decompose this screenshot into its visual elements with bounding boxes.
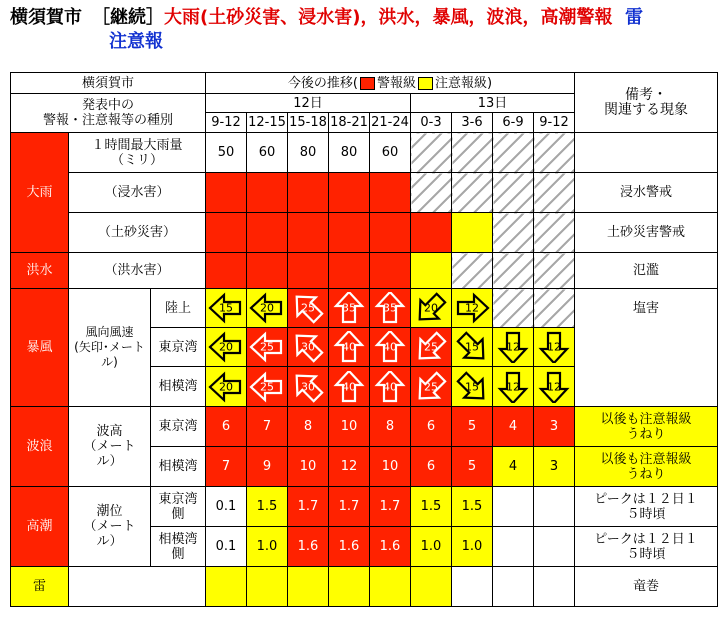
wind-arrow-icon [331,331,367,363]
wind-cell-tokyo [206,328,247,367]
warning-cell [247,173,288,213]
legend-warning-swatch [360,77,375,90]
tide-value: 1.6 [329,527,370,567]
wind-label: 風向風速 (矢印･メート ル) [69,289,151,407]
legend-advisory-label: 注意報級) [435,75,493,91]
legend-advisory-swatch [418,77,433,90]
tide-value: 1.6 [288,527,329,567]
wind-speed-label: 12 [547,380,561,393]
wind-arrow-icon [249,371,285,403]
warning-cell [247,213,288,253]
tide-note-sagami: ピークは１２日１ ５時頃 [575,527,718,567]
landslide-note: 土砂災害警戒 [575,213,718,253]
advisory-cell [288,567,329,607]
wind-cell-sagami [452,367,493,407]
tide-value: 0.1 [206,527,247,567]
wind-speed-label: 25 [424,380,438,393]
wind-cell-sagami [493,367,534,407]
wind-row-sagami: 相模湾 [151,367,206,407]
advisory-cell [370,567,411,607]
empty-cell [452,567,493,607]
day-12: 12日 [206,94,411,113]
tide-value: 1.0 [247,527,288,567]
tide-value: 1.5 [411,487,452,527]
rain-max-label: １時間最大雨量 （ミリ） [69,133,206,173]
wave-value: 5 [452,447,493,487]
wind-arrow-icon [495,331,531,363]
wave-value: 3 [534,407,575,447]
wind-cell-sagami [288,367,329,407]
wind-speed-label: 15 [219,301,233,315]
table-city: 横須賀市 [11,73,206,94]
wave-value: 8 [370,407,411,447]
tide-row-sagami: 相模湾 側 [151,527,206,567]
wind-speed-label: 15 [465,340,479,354]
wind-arrow-icon [536,371,572,403]
tide-value: 1.6 [370,527,411,567]
wind-speed-label: 40 [383,340,397,354]
trend-title-cell [206,73,575,94]
time-slot: 21-24 [370,113,411,133]
rain-value: 50 [206,133,247,173]
tide-value: 1.0 [411,527,452,567]
active-label: 発表中の 警報・注意報等の種別 [11,94,206,133]
wind-speed-label: 40 [342,380,356,393]
wind-arrow-icon [372,292,408,324]
wind-row-land: 陸上 [151,289,206,328]
time-slot: 9-12 [206,113,247,133]
hatched-cell [411,133,452,173]
wave-value: 10 [329,407,370,447]
hatched-cell [493,253,534,289]
empty-cell [493,567,534,607]
wave-value: 10 [288,447,329,487]
hatched-cell [534,213,575,253]
wave-note-tokyo: 以後も注意報級 うねり [575,407,718,447]
wave-value: 7 [247,407,288,447]
time-slot: 3-6 [452,113,493,133]
wind-cell-tokyo [411,328,452,367]
wave-value: 12 [329,447,370,487]
wave-value: 8 [288,407,329,447]
wind-speed-label: 12 [547,340,561,354]
time-slot: 6-9 [493,113,534,133]
wave-row-tokyo: 東京湾 [151,407,206,447]
inundation-note: 浸水警戒 [575,173,718,213]
wind-cell-land [288,289,329,328]
wind-arrow-icon [536,331,572,363]
wind-arrow-icon [413,371,449,403]
wind-arrow-icon [290,371,326,403]
hatched-cell [493,133,534,173]
wind-arrow-icon [208,292,244,324]
wind-cell-land [452,289,493,328]
wave-value: 7 [206,447,247,487]
hatched-cell [452,173,493,213]
wind-arrow-icon [454,371,490,403]
wind-cell-tokyo [329,328,370,367]
hatched-cell [534,253,575,289]
warning-cell [329,253,370,289]
time-slot: 15-18 [288,113,329,133]
rain-value: 80 [329,133,370,173]
tide-value: 1.7 [288,487,329,527]
tide-value: 1.7 [370,487,411,527]
wind-speed-label: 12 [465,301,479,315]
advisory-cell [411,253,452,289]
wind-arrow-icon [208,371,244,403]
wind-speed-label: 20 [219,380,233,393]
wind-speed-label: 12 [506,340,520,354]
hatched-cell [493,213,534,253]
time-slot: 9-12 [534,113,575,133]
tide-label: 潮位 （メート ル） [69,487,151,567]
wind-arrow-icon [290,331,326,363]
warning-cell [247,253,288,289]
wind-speed-label: 35 [383,301,397,315]
wind-cell-tokyo [534,328,575,367]
warning-cell [206,173,247,213]
wave-value: 4 [493,407,534,447]
wind-cell-sagami [534,367,575,407]
empty-cell [69,567,206,607]
rain-value: 60 [247,133,288,173]
wind-arrow-icon [413,331,449,363]
wind-arrow-icon [331,371,367,403]
storm-note-text: 塩害 [632,301,659,316]
title-city: 横須賀市 [10,7,82,28]
category-heavy-rain: 大雨 [11,133,69,253]
tide-value: 1.5 [452,487,493,527]
wind-row-tokyo: 東京湾 [151,328,206,367]
tide-row-tokyo: 東京湾 側 [151,487,206,527]
category-waves: 波浪 [11,407,69,487]
wind-cell-sagami [329,367,370,407]
empty-cell [493,527,534,567]
wave-value: 5 [452,407,493,447]
wind-speed-label: 35 [342,301,356,315]
category-thunder: 雷 [11,567,69,607]
wind-arrow-icon [331,292,367,324]
warning-cell [370,173,411,213]
wind-speed-label: 25 [260,340,274,354]
trend-title: 今後の推移( [287,75,358,91]
hatched-cell [452,253,493,289]
wave-value: 9 [247,447,288,487]
legend-warning-label: 警報級 [376,75,416,91]
advisory-cell [411,567,452,607]
flood-note: 氾濫 [575,253,718,289]
advisory-cell [452,213,493,253]
tide-value: 1.7 [329,487,370,527]
tide-note-tokyo: ピークは１２日１ ５時頃 [575,487,718,527]
title-advisory-second: 注意報 [109,31,163,52]
wave-row-sagami: 相模湾 [151,447,206,487]
wind-speed-label: 25 [301,301,315,315]
wave-value: 3 [534,447,575,487]
thunder-note: 竜巻 [575,567,718,607]
wind-speed-label: 15 [465,380,479,393]
wind-speed-label: 30 [301,340,315,354]
wind-speed-label: 40 [383,380,397,393]
wind-cell-tokyo [288,328,329,367]
warning-cell [329,213,370,253]
wind-arrow-icon [372,371,408,403]
landslide-label: （土砂災害） [69,213,206,253]
day-13: 13日 [411,94,575,113]
advisory-cell [329,567,370,607]
empty-cell [534,567,575,607]
wind-arrow-icon [413,292,449,324]
wind-speed-label: 40 [342,340,356,354]
wind-cell-land [411,289,452,328]
notes-cell [575,133,718,173]
wind-cell-land [206,289,247,328]
wave-value: 4 [493,447,534,487]
wind-cell-sagami [370,367,411,407]
wave-value: 10 [370,447,411,487]
wind-cell-land [247,289,288,328]
wave-note-sagami: 以後も注意報級 うねり [575,447,718,487]
warning-cell [411,213,452,253]
hatched-cell [534,173,575,213]
wind-cell-land [329,289,370,328]
title-status: ［継続］ [92,7,164,28]
empty-cell [534,487,575,527]
wind-speed-label: 25 [424,340,438,354]
wave-value: 6 [411,447,452,487]
warning-cell [370,253,411,289]
page-title [10,6,643,30]
wind-cell-sagami [206,367,247,407]
wave-value: 6 [411,407,452,447]
title-warnings: 大雨(土砂災害、浸水害)，洪水，暴風，波浪，高潮警報 [164,7,613,28]
notes-header: 備考・ 関連する現象 [575,73,718,133]
tide-value: 1.5 [247,487,288,527]
hatched-cell [534,133,575,173]
warning-cell [288,213,329,253]
warning-cell [329,173,370,213]
time-slot: 12-15 [247,113,288,133]
advisory-cell [247,567,288,607]
wind-arrow-icon [249,331,285,363]
wind-arrow-icon [495,371,531,403]
warning-cell [206,213,247,253]
rain-value: 60 [370,133,411,173]
wind-speed-label: 25 [260,380,274,393]
category-storm: 暴風 [11,289,69,407]
wind-cell-sagami [411,367,452,407]
wind-cell-land [370,289,411,328]
hatched-cell [493,289,534,328]
inundation-label: （浸水害） [69,173,206,213]
time-slot: 0-3 [411,113,452,133]
title-advisory-first: 雷 [625,7,643,28]
rain-value: 80 [288,133,329,173]
wind-cell-tokyo [493,328,534,367]
wind-cell-sagami [247,367,288,407]
category-flood: 洪水 [11,253,69,289]
wave-value: 6 [206,407,247,447]
hatched-cell [493,173,534,213]
hatched-cell [534,289,575,328]
wind-cell-tokyo [370,328,411,367]
warning-cell [370,213,411,253]
warning-cell [288,173,329,213]
warning-cell [288,253,329,289]
wind-arrow-icon [208,331,244,363]
flood-label: （洪水害） [69,253,206,289]
wind-arrow-icon [290,292,326,324]
hatched-cell [411,173,452,213]
warning-cell [206,253,247,289]
wind-arrow-icon [372,331,408,363]
wind-speed-label: 30 [301,380,315,393]
wind-speed-label: 12 [506,380,520,393]
storm-note [575,289,718,407]
wind-speed-label: 20 [424,301,438,315]
category-storm-surge: 高潮 [11,487,69,567]
wind-cell-tokyo [452,328,493,367]
wind-speed-label: 20 [260,301,274,315]
advisory-cell [206,567,247,607]
hatched-cell [452,133,493,173]
tide-value: 1.0 [452,527,493,567]
wind-arrow-icon [454,331,490,363]
wind-arrow-icon [249,292,285,324]
time-slot: 18-21 [329,113,370,133]
empty-cell [534,527,575,567]
wind-speed-label: 20 [219,340,233,354]
wave-label: 波高 （メート ル） [69,407,151,487]
tide-value: 0.1 [206,487,247,527]
wind-cell-tokyo [247,328,288,367]
warning-table [10,72,718,607]
empty-cell [493,487,534,527]
wind-arrow-icon [454,292,490,324]
